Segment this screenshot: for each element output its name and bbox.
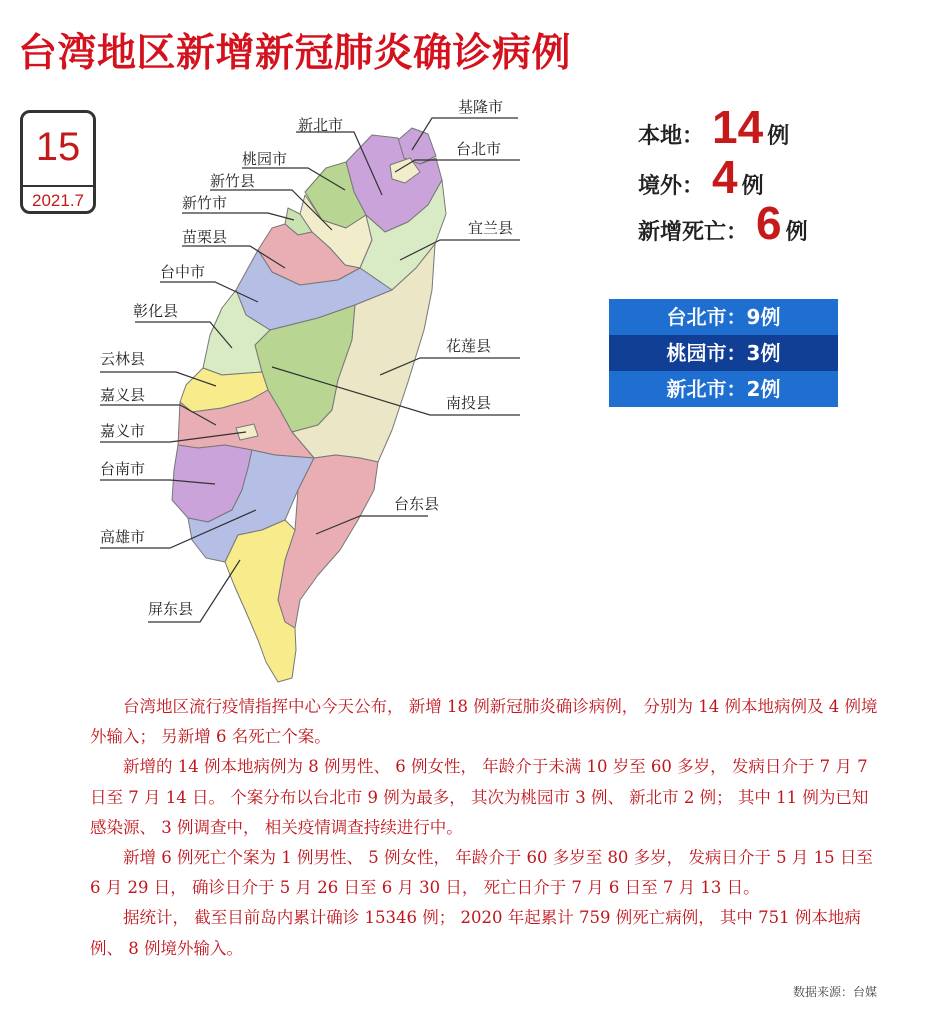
label-taichung: 台中市: [160, 263, 206, 281]
stat-deaths: [638, 196, 808, 250]
label-taipei: 台北市: [456, 140, 502, 158]
stat-imported-label: 境外：: [638, 174, 705, 199]
article-paragraph: 新增 6 例死亡个案为 1 例男性、 5 例女性， 年龄介于 60 多岁至 80 多岁， 发病日介于 5 月 15 日至 6 月 29 日， 确诊日介于 5 月 26 日至 6 月 30 日， 死亡日介于 7 月 6 日至 7 月 13 日。: [90, 848, 873, 898]
label-nantou: 南投县: [446, 394, 492, 412]
stat-deaths-value: 6: [756, 197, 782, 249]
label-new-taipei: 新北市: [298, 116, 344, 134]
stat-local-unit: 例: [767, 124, 790, 149]
article-paragraph: 新增的 14 例本地病例为 8 例男性、 6 例女性， 年龄介于未满 10 岁至 60 多岁， 发病日介于 7 月 7 日至 7 月 14 日。 个案分布以台北市 9 例为最多， 其次为桃园市 3 例、 新北市 2 例； 其中 11 例为已知感染源、 3 例调查中， 相关疫情调查持续进行中。: [90, 757, 869, 837]
stat-local-value: 14: [712, 101, 764, 153]
label-hsinchu-county: 新竹县: [210, 172, 256, 190]
label-yilan: 宜兰县: [468, 219, 514, 237]
city-count-table: [609, 299, 838, 407]
label-hualien: 花莲县: [446, 337, 492, 355]
stat-local-label: 本地：: [638, 124, 705, 149]
stat-local: [638, 100, 789, 154]
city-row-new-taipei: 新北市：2例: [609, 371, 838, 407]
label-pingtung: 屏东县: [148, 600, 194, 618]
stat-deaths-label: 新增死亡：: [638, 220, 749, 245]
date-day: 15: [35, 125, 81, 169]
label-kaohsiung: 高雄市: [100, 528, 146, 546]
city-row-taipei: 台北市：9例: [609, 299, 838, 335]
label-taoyuan: 桃园市: [242, 150, 288, 168]
stat-imported-unit: 例: [741, 174, 764, 199]
date-year-month: 2021.7: [32, 191, 84, 210]
label-keelung: 基隆市: [458, 98, 504, 116]
city-row-taoyuan: 桃园市：3例: [609, 335, 838, 371]
label-yunlin: 云林县: [100, 350, 146, 368]
label-chiayi-city: 嘉义市: [100, 422, 146, 440]
label-miaoli: 苗栗县: [182, 228, 228, 246]
label-taitung: 台东县: [394, 495, 440, 513]
label-tainan: 台南市: [100, 460, 146, 478]
stat-deaths-unit: 例: [785, 220, 808, 245]
page-title: 台湾地区新增新冠肺炎确诊病例: [18, 31, 572, 76]
stat-imported-value: 4: [712, 151, 738, 203]
label-chiayi-county: 嘉义县: [100, 386, 146, 404]
source-note: 数据来源：台媒: [792, 985, 877, 999]
taiwan-map: [0, 80, 560, 690]
article-paragraph: 台湾地区流行疫情指挥中心今天公布， 新增 18 例新冠肺炎确诊病例， 分别为 14 例本地病例及 4 例境外输入； 另新增 6 名死亡个案。: [90, 697, 878, 747]
article-body: [90, 692, 882, 964]
label-hsinchu-city: 新竹市: [182, 194, 228, 212]
article-paragraph: 据统计， 截至目前岛内累计确诊 15346 例； 2020 年起累计 759 例死亡病例， 其中 751 例本地病例、 8 例境外输入。: [90, 908, 861, 958]
label-changhua: 彰化县: [133, 302, 179, 320]
